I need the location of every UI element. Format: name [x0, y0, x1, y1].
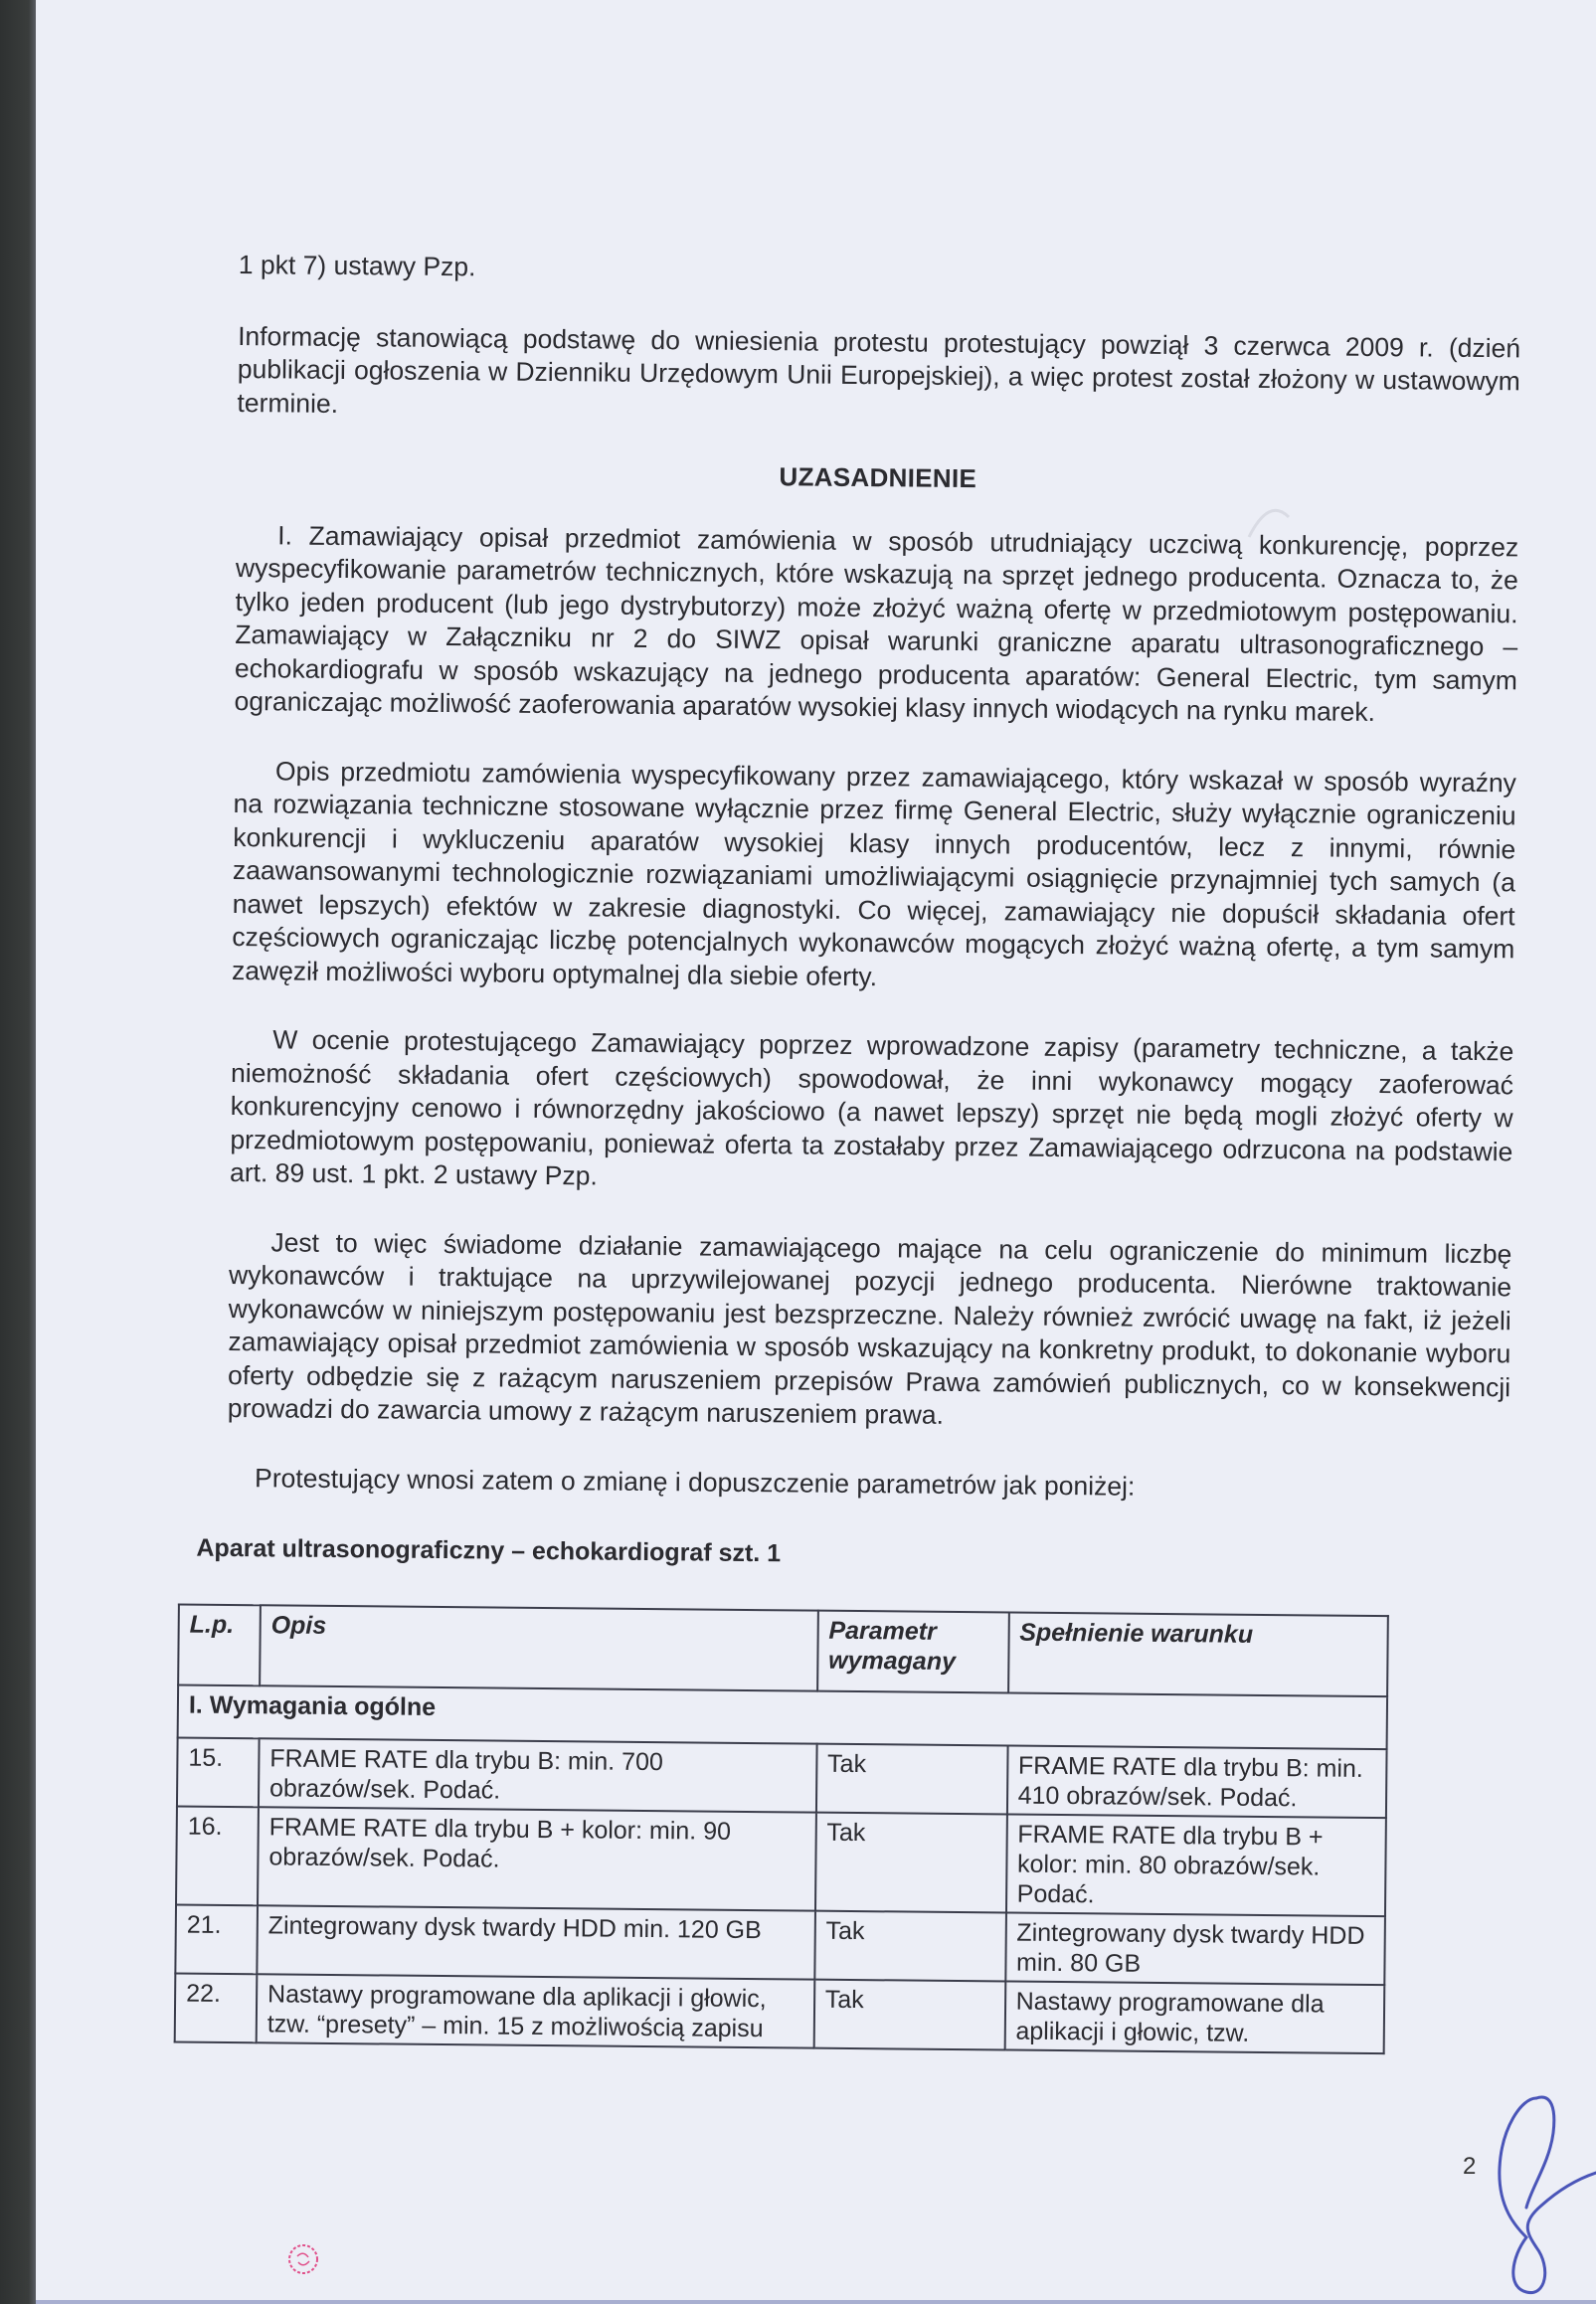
signature-icon [1482, 2088, 1596, 2304]
cell-opis: Zintegrowany dysk twardy HDD min. 120 GB [257, 1905, 814, 1979]
justification-paragraph-2: Opis przedmiotu zamówienia wyspecyfikowany przez zamawiającego, który wskazał w sposób wyraźny na rozwiązania techniczne stosowane wyłącznie przez firmę General Electric, służy wyłącznie ograniczeniu konkurencji i wykluczeniu aparatów wysokiej klasy innych producentów, lecz z innymi, równie zaawansowanymi technologicznie rozwiązaniami umożliwiającymi osiągnięcie przynajmniej tych samych (a nawet lepszych) efektów w zakresie diagnostyki. Co więcej, zamawiający nie dopuścił składania ofert częściowych ograniczając liczbę potencjalnych wykonawców mogących złożyć ważną ofertę, a tym samym zawęził możliwości wyboru optymalnej dla siebie oferty. [231, 755, 1517, 991]
table-row [176, 1806, 1386, 1916]
cell-parametr: Tak [815, 1812, 1007, 1912]
request-line: Protestujący wnosi zatem o zmianę i dopuszczenie parametrów jak poniżej: [254, 1462, 1136, 1502]
cell-lp: 16. [176, 1806, 259, 1905]
cell-spelnienie: FRAME RATE dla trybu B + kolor: min. 80 obrazów/sek. Podać. [1006, 1814, 1386, 1916]
cell-opis: Nastawy programowane dla aplikacji i głowic, tzw. “presety” – min. 15 z możliwością zapisu [257, 1974, 814, 2047]
table-row [177, 1737, 1387, 1818]
cell-parametr: Tak [814, 1910, 1006, 1981]
table-row [175, 1973, 1385, 2053]
header-spelnienie: Spełnienie warunku [1008, 1612, 1388, 1696]
cell-parametr: Tak [813, 1979, 1005, 2049]
section-heading: UZASADNIENIE [779, 461, 977, 494]
cell-lp: 22. [175, 1973, 258, 2042]
scanner-bottom-edge [36, 2300, 1596, 2304]
cell-opis: FRAME RATE dla trybu B: min. 700 obrazów/sek. Podać. [259, 1738, 816, 1812]
continuation-line: 1 pkt 7) ustawy Pzp. [238, 249, 476, 282]
header-lp: L.p. [178, 1604, 261, 1685]
parameters-table [174, 1603, 1389, 2054]
cell-spelnienie: Zintegrowany dysk twardy HDD min. 80 GB [1005, 1912, 1385, 1985]
equipment-title: Aparat ultrasonograficzny – echokardiograf szt. 1 [196, 1533, 782, 1568]
justification-paragraph-3: W ocenie protestującego Zamawiający poprzez wprowadzone zapisy (parametry techniczne, a także niemożność składania ofert częściowych) spowodował, że inni wykonawcy mogący zaoferować konkurencyjny cenowo i równorzędny jakościowo (a nawet lepszy) sprzęt nie będą mogli złożyć oferty w przedmiotowym postępowaniu, ponieważ oferta ta zostałaby przez Zamawiającego odrzucona na podstawie art. 89 ust. 1 pkt. 2 ustawy Pzp. [229, 1024, 1514, 1191]
table-header-row [178, 1604, 1388, 1696]
justification-paragraph-1: I. Zamawiający opisał przedmiot zamówienia w sposób utrudniający uczciwą konkurencję, poprzez wyspecyfikowanie parametrów technicznych, które wskazują na sprzęt jednego producenta. Oznacza to, że tylko jeden producent (lub jego dystrybutorzy) może złożyć ważną ofertę w przedmiotowym postępowaniu. Zamawiający w Załączniku nr 2 do SIWZ opisał warunki graniczne aparatu ultrasonograficznego – echokardiografu w sposób wskazujący na jednego producenta aparatów: General Electric, tym samym ograniczając możliwość zaoferowania aparatów wysokiej klasy innych wiodących na rynku marek. [234, 519, 1519, 727]
cell-spelnienie: FRAME RATE dla trybu B: min. 410 obrazów/sek. Podać. [1007, 1745, 1387, 1818]
cell-opis: FRAME RATE dla trybu B + kolor: min. 90 obrazów/sek. Podać. [258, 1807, 816, 1910]
table-row [175, 1904, 1385, 1985]
cell-lp: 21. [175, 1904, 258, 1974]
cell-lp: 15. [177, 1737, 260, 1807]
header-parametr: Parametr wymagany [817, 1610, 1009, 1692]
info-paragraph: Informację stanowiącą podstawę do wniesienia protestu protestujący powziął 3 czerwca 2009 r. (dzień publikacji ogłoszenia w Dzienniku Urzędowym Unii Europejskiej), a więc protest został złożony w ustawowym terminie. [237, 320, 1521, 419]
scanner-edge [0, 0, 36, 2304]
cell-parametr: Tak [816, 1743, 1008, 1814]
header-opis: Opis [260, 1605, 818, 1690]
cell-spelnienie: Nastawy programowane dla aplikacji i głowic, tzw. [1004, 1981, 1384, 2053]
document-body [186, 249, 1521, 2055]
section-label: I. Wymagania ogólne [178, 1684, 1387, 1749]
justification-paragraph-4: Jest to więc świadome działanie zamawiającego mające na celu ograniczenie do minimum liczbę wykonawców i traktujące na uprzywilejowanej pozycji jednego producenta. Nierówne traktowanie wykonawców w niniejszym postępowaniu jest bezsprzeczne. Należy również zwrócić uwagę na fakt, iż jeżeli zamawiający opisał przedmiot zamówienia w sposób wskazujący na konkretny produkt, to dokonanie wyboru oferty odbędzie się z rażącym naruszeniem przepisów Prawa zamówień publicznych, co w konsekwencji prowadzi do zawarcia umowy z rażącym naruszeniem prawa. [227, 1226, 1512, 1430]
page-number: 2 [1463, 2153, 1477, 2180]
stamp-icon [286, 2242, 320, 2276]
